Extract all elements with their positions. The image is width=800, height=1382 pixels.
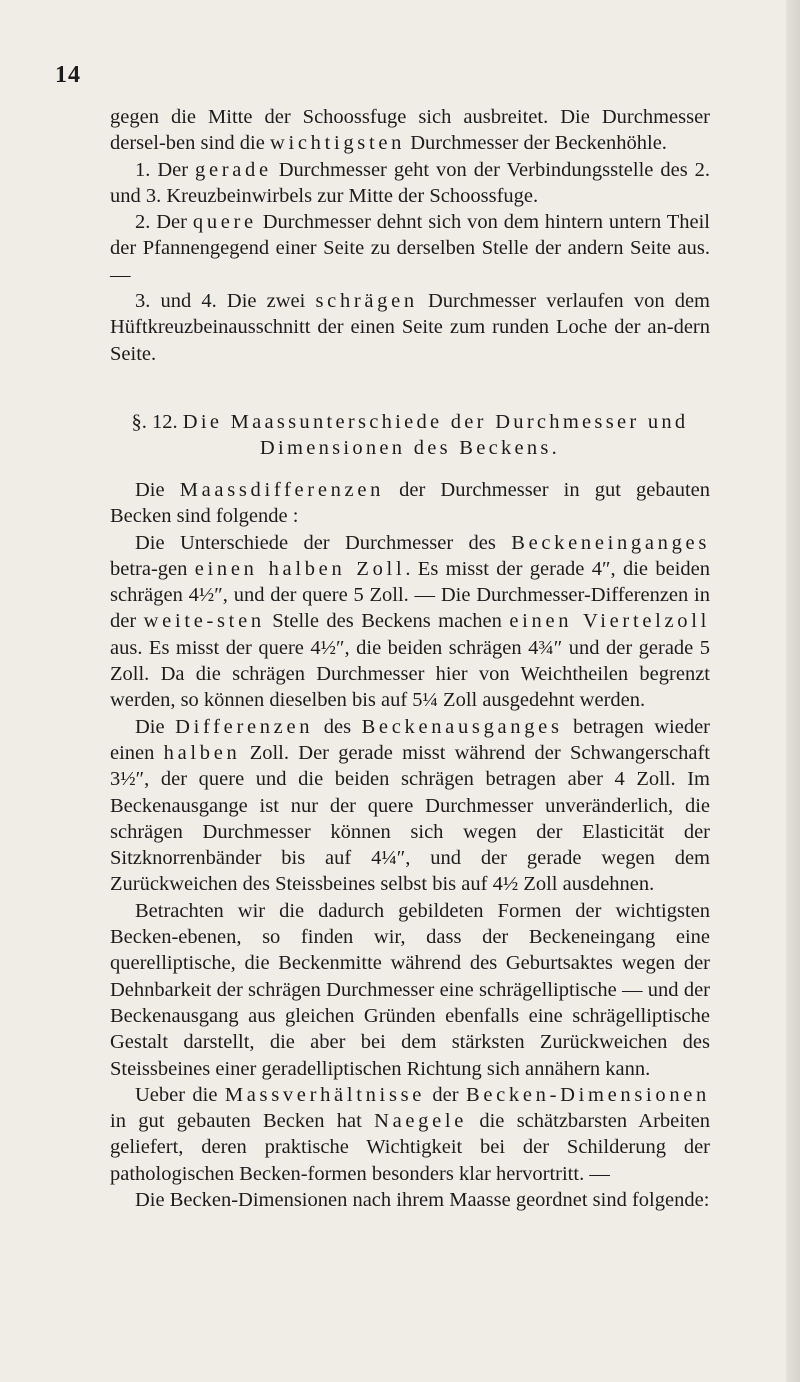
page-body xyxy=(110,104,710,1213)
p2-text-c: . Es misst der gerade 4″, die beiden schrägen 4½″, und der quere 5 Zoll. — Die Durchmesser-Differenzen in der xyxy=(110,557,710,633)
p3-pre: Die xyxy=(135,715,176,738)
p1-pre: Die xyxy=(135,478,180,501)
paragraph-3 xyxy=(110,714,710,898)
p2-text-d: Stelle des Beckens machen xyxy=(264,610,510,633)
diameter-3-emphasis: schrägen xyxy=(315,290,418,313)
p3-text-c: Zoll. Der gerade misst während der Schwangerschaft 3½″, der quere und die beiden schrägen betragen aber 4 Zoll. Im Beckenausgange ist nur der quere Durchmesser unveränderlich, die schrägen Durchmesser können sich wegen der Elasticität der Sitzknorrenbänder bis auf 4¼″, und der gerade wegen dem Zurückweichen des Steissbeines selbst bis auf 4½ Zoll ausdehnen. xyxy=(110,741,710,896)
p3-emphasis-3: halben xyxy=(163,741,241,764)
p3-text-b: betragen wieder einen xyxy=(110,715,710,764)
section-title-line-2: Dimensionen des Beckens. xyxy=(259,436,561,459)
intro-text-2: Durchmesser der Beckenhöhle. xyxy=(405,132,667,155)
p3-emphasis-2: Beckenausganges xyxy=(361,715,563,738)
p5-pre: Ueber die xyxy=(135,1083,225,1106)
section-number: §. 12. xyxy=(131,410,178,433)
p5-emphasis-1: Massverhältnisse xyxy=(224,1083,426,1106)
paragraph-1 xyxy=(110,477,710,530)
p5-emphasis-2: Becken-Dimensionen xyxy=(465,1083,710,1106)
paragraph-2 xyxy=(110,530,710,714)
diameter-2 xyxy=(110,209,710,288)
p3-text-a: des xyxy=(313,715,362,738)
section-title-line-1: Die Maassunterschiede der Durchmesser und xyxy=(182,410,689,433)
p1-text: der Durchmesser in gut gebauten Becken sind folgende : xyxy=(110,478,710,528)
p2-text-b: betra-gen xyxy=(110,557,195,580)
diameter-1-text: Durchmesser geht von der Verbindungsstelle des 2. und 3. Kreuzbeinwirbels zur Mitte der Schoossfuge. xyxy=(110,158,710,207)
intro-paragraph xyxy=(110,104,710,157)
diameter-2-emphasis: quere xyxy=(192,211,257,234)
intro-text-1: gegen die Mitte der Schoossfuge sich ausbreitet. Die Durchmesser dersel-ben sind die xyxy=(110,106,710,155)
p5-text-a: der xyxy=(425,1083,466,1106)
p5-text-b: in gut gebauten Becken hat xyxy=(110,1110,375,1133)
p2-emphasis-4: einen Viertelzoll xyxy=(509,610,711,633)
diameter-3-4 xyxy=(110,288,710,367)
p5-emphasis-3: Naegele xyxy=(374,1110,468,1133)
page-number: 14 xyxy=(55,62,81,88)
intro-emphasis: wichtigsten xyxy=(269,132,406,155)
p2-text-a: Die Unterschiede der Durchmesser des xyxy=(135,531,512,554)
p2-emphasis-1: Beckeneinganges xyxy=(511,531,710,554)
p1-emphasis: Maassdifferenzen xyxy=(179,478,385,501)
diameter-1 xyxy=(110,157,710,210)
diameter-2-pre: 2. Der xyxy=(135,211,193,234)
p3-emphasis-1: Differenzen xyxy=(175,715,314,738)
diameter-3-pre: 3. und 4. Die zwei xyxy=(135,290,316,313)
p5-text-c: die schätzbarsten Arbeiten geliefert, deren praktische Wichtigkeit bei der Schilderung der pathologischen Becken-formen besonders klar hervortritt. — xyxy=(110,1110,710,1185)
diameter-1-pre: 1. Der xyxy=(135,158,195,181)
paragraph-5 xyxy=(110,1082,710,1187)
diameter-3-text: Durchmesser verlaufen von dem Hüftkreuzbeinausschnitt der einen Seite zum runden Loche der an-dern Seite. xyxy=(110,290,710,365)
diameter-1-emphasis: gerade xyxy=(195,158,272,181)
section-heading xyxy=(110,409,710,461)
p2-emphasis-2: einen halben Zoll xyxy=(194,557,406,580)
p2-emphasis-3: weite-sten xyxy=(143,610,265,633)
page-edge xyxy=(786,0,800,1382)
paragraph-6: Die Becken-Dimensionen nach ihrem Maasse geordnet sind folgende: xyxy=(135,1188,710,1211)
p2-text-e: aus. Es misst der quere 4½″, die beiden schrägen 4¾″ und der gerade 5 Zoll. Da die schrägen Durchmesser hier von Weichtheilen begrenzt werden, so können dieselben bis auf 5¼ Zoll ausgedehnt werden. xyxy=(110,636,710,712)
paragraph-4: Betrachten wir die dadurch gebildeten Formen der wichtigsten Becken-ebenen, so finden wir, dass der Beckeneingang eine querelliptische, die Beckenmitte während des Geburtsaktes wegen der Dehnbarkeit der schrägen Durchmesser eine schrägelliptische — und der Beckenausgang aus gleichen Gründen ebenfalls eine schrägelliptische Gestalt darstellt, die aber bei dem stärksten Zurückweichen des Steissbeines einer geradelliptischen Richtung sich annähern kann. xyxy=(110,899,710,1080)
diameter-2-text: Durchmesser dehnt sich von dem hintern untern Theil der Pfannengegend einer Seite zu derselben Stelle der andern Seite aus. — xyxy=(110,211,710,286)
